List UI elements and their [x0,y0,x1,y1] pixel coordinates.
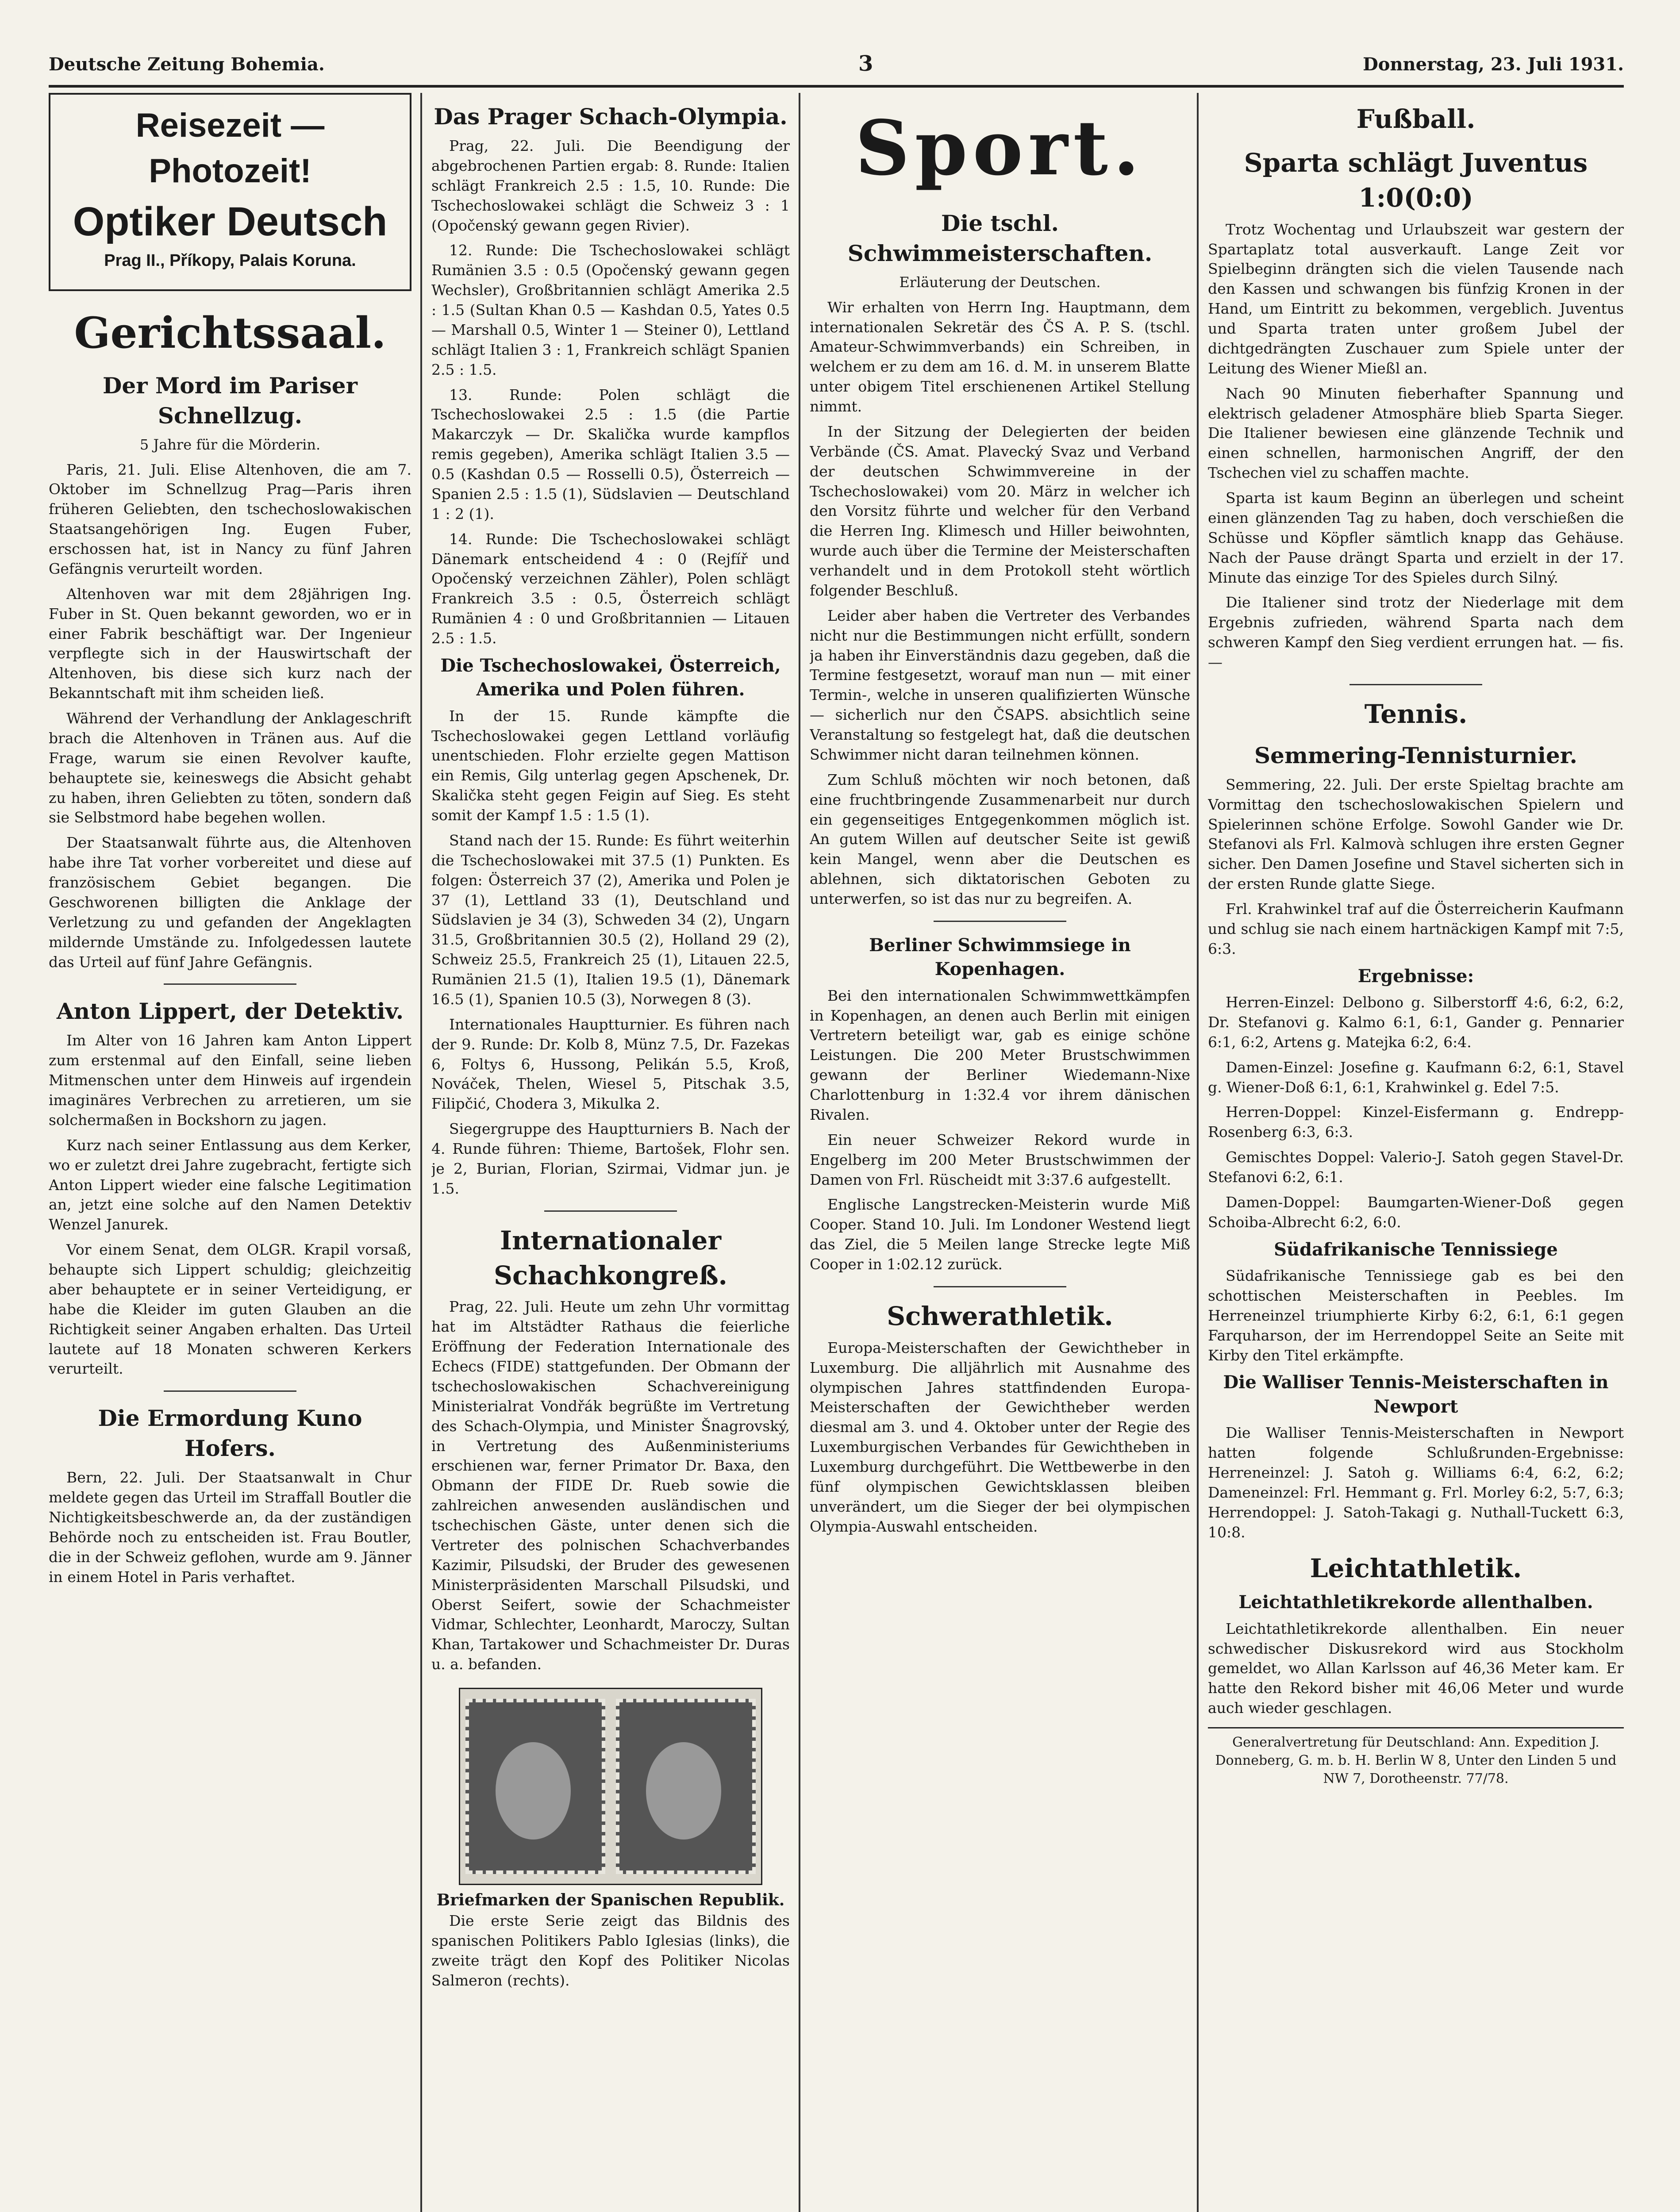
article-paragraph: Trotz Wochentag und Urlaubszeit war gestern der Spartaplatz total ausverkauft. Lange Zeit vor Spielbeginn drängten sich die vielen Tausende nach den Kassen und schwangen bis fünfzig Kronen in der Hand, um Eintritt zu bekommen, vergeblich. Juventus und Sparta traten unter großem Jubel der dichtgedrängten Zuschauer zum Spiele unter der Leitung des Wiener Mießl an. [1208,220,1624,377]
article-paragraph: Frl. Krahwinkel traf auf die Österreicherin Kaufmann und schlug sie nach einem hartnäckigen Kampf mit 7:5, 6:3. [1208,900,1624,957]
article-title: Südafrikanische Tennissiege [1274,1239,1558,1260]
column-rule [420,93,422,2212]
article-paragraph: In der Sitzung der Delegierten der beiden Verbände (ČS. Amat. Plavecký Svaz und Verband der deutschen Schwimmvereine in der Tschechoslowakei) vom 20. März in welcher ich den Vorsitz führte und welcher für den Verband die Herren Ing. Klimesch und Hiller beiwohnten, wurde auch über die Termine der Meisterschaften verhandelt und in dem Protokoll steht wörtlich folgender Beschluß. [810,422,1190,599]
article-paragraph: Paris, 21. Juli. Elise Altenhoven, die am 7. Oktober im Schnellzug Prag—Paris ihren früheren Geliebten, den tschechoslowakischen Staatsangehörigen Ing. Eugen Fuber, erschossen hat, ist in Nancy zu fünf Jahren Gefängnis verurteilt worden. [49,461,411,577]
article-paragraph: Prag, 22. Juli. Heute um zehn Uhr vormittag hat im Altstädter Rathaus die feierliche Eröffnung der Federation Internationale des Echecs (FIDE) stattgefunden. Der Obmann der tschechoslowakischen Schachvereinigung Ministerialrat Vondřák begrüßte im Vertretung des Schach-Olympia, und Minister Šnagrovský, in Vertretung des Außenministeriums erschienen war, ferner Primator Dr. Baxa, den Obmann der FIDE Dr. Rueb sowie die zahlreichen anwesenden ausländischen und tschechischen Gäste, unter denen sich die Vertreter des polnischen Schachverbandes Kazimir, Pilsudski, der Bruder des gewesenen Ministerpräsidenten Marschall Pilsudski, und Oberst Seifert, sowie der Schachmeister Vidmar, Schlechter, Leonhardt, Maroczy, Sultan Khan, Tartakower und Schachmeister Dr. Duras u. a. befanden. [431,1298,790,1673]
section-title-sport: Sport. [855,104,1145,192]
article-paragraph: Prag, 22. Juli. Die Beendigung der abgebrochenen Partien ergab: 8. Runde: Italien schlägt Frankreich 2.5 : 1.5, 10. Runde: Die Tschechoslowakei schlägt die Schweiz 3 : 1 (Opočenský gewann gegen Rivier). [431,137,790,234]
section-title-tennis: Tennis. [1364,699,1468,729]
article-paragraph: Leichtathletikrekorde allenthalben. Ein neuer schwedischer Diskusrekord wird aus Stockholm gemeldet, wo Allan Karlsson auf 46,36 Meter kam. Er hatte den Rekord bisher mit 46,06 Meter und wurde auch wieder geschlagen. [1208,1620,1624,1717]
article-paragraph: Südafrikanische Tennissiege gab es bei den schottischen Meisterschaften in Peebles. Im Herreneinzel triumphierte Kirby 6:2, 6:1, 6:1 gegen Farquharson, der im Herrendoppel Seite an Seite mit Kirby den Titel erkämpfte. [1208,1267,1624,1364]
portrait-icon [496,1742,571,1839]
section-title-court: Gerichtssaal. [74,307,386,358]
divider [544,1210,677,1212]
column-2 [431,93,790,2212]
divider [934,1286,1066,1287]
article-paragraph: Europa-Meisterschaften der Gewichtheber in Luxemburg. Die alljährlich mit Ausnahme des olympischen Jahres stattfindenden Europa-Meisterschaften der Gewichtheber werden diesmal am 3. und 4. Oktober unter der Regie des Luxemburgischen Verbandes für Gewichtheben in Luxemburg durchgeführt. Die Wettbewerbe in den fünf olympischen Gewichtsklassen bleiben unverändert, um die Sieger der bei olympischen Olympia-Auswahl entscheiden. [810,1339,1190,1535]
ad-headline: Reisezeit — Photozeit! [135,107,325,190]
article-paragraph: Leider aber haben die Vertreter des Verbandes nicht nur die Bestimmungen nicht erfüllt, sondern ja haben ihr Einverständnis dazu gegeben, daß die Termine festgesetzt, worauf man nun — mit einer Termin-, welche in unseren qualifizierten Wünsche — sicherlich nur den ČSAPS. absichtlich seine Veranstaltung so festgelegt hat, daß die deutschen Schwimmer nicht daran teilnehmen können. [810,607,1190,763]
result-line: Herren-Einzel: Delbono g. Silberstorff 4:6, 6:2, 6:2, Dr. Stefanovi g. Kalmo 6:1, 6:1, Gander g. Pennarier 6:1, 6:2, Artens g. Matejka 6:2, 6:4. [1208,994,1624,1051]
article-paragraph: Sparta ist kaum Beginn an überlegen und scheint einen glänzenden Tag zu haben, doch verschießen die Schüsse und Köpfler sämtlich knapp das Gehäuse. Nach der Pause drängt Sparta und erzielt in der 17. Minute das einzige Tor des Spieles durch Silný. [1208,489,1624,586]
article-paragraph: Nach 90 Minuten fieberhafter Spannung und elektrisch geladener Atmosphäre blieb Sparta Sieger. Die Italiener bewiesen eine glänzende Technik und einen schnellen, harmonischen Angriff, der den Tschechen viel zu schaffen machte. [1208,384,1624,482]
article-paragraph: Bern, 22. Juli. Der Staatsanwalt in Chur meldete gegen das Urteil im Straffall Boutler die Nichtigkeitsbeschwerde an, da der zuständigen Behörde noch zu entscheiden ist. Frau Boutler, die in der Schweiz geflohen, wurde am 9. Jänner in einem Hotel in Paris verhaftet. [49,1469,411,1586]
article-paragraph: Ein neuer Schweizer Rekord wurde in Engelberg im 200 Meter Brustschwimmen der Damen von Frl. Rüscheidt mit 3:37.6 aufgestellt. [810,1131,1190,1188]
stamp-photo [459,1688,762,1885]
article-paragraph: Semmering, 22. Juli. Der erste Spieltag brachte am Vormittag den tschechoslowakischen Spielern und Spielerinnen schöne Erfolge. Sowohl Gander wie Dr. Stefanovi als Frl. Kalmovà schlugen ihre ersten Gegner sicher. Den Damen Josefine und Stavel sicherten sich in der ersten Runde glatte Siege. [1208,776,1624,893]
article-paragraph: Wir erhalten von Herrn Ing. Hauptmann, dem internationalen Sekretär des ČS A. P. S. (tschl. Amateur-Schwimmverbands) ein Schreiben, in welchem er zu dem am 16. d. M. in unserem Blatte unter obigem Titel erschienenen Artikel Stellung nimmt. [810,298,1190,415]
article-paragraph: Während der Verhandlung der Anklageschrift brach die Altenhoven in Tränen aus. Auf die Frage, warum sie einen Revolver kaufte, behauptete sie, keineswegs die Absicht gehabt zu haben, ihren Geliebten zu töten, sondern daß sie Selbstmord habe begehen wollen. [49,710,411,826]
article-paragraph: Im Alter von 16 Jahren kam Anton Lippert zum erstenmal auf den Einfall, seine lieben Mitmenschen unter dem Hinweis auf irgendein imaginäres Verbrechen zu arretieren, um sie solchermaßen in Bockshorn zu jagen. [49,1032,411,1129]
divider [164,983,296,985]
article-paragraph: Zum Schluß möchten wir noch betonen, daß eine fruchtbringende Zusammenarbeit nur durch ein gegenseitiges Entgegenkommen möglich ist. An gutem Willen auf deutscher Seite ist gewiß kein Mangel, wenn aber die Deutschen es ablehnen, sich diktatorischen Geboten zu unterwerfen, so ist das nur zu begreifen. A. [810,771,1190,908]
divider [164,1390,296,1392]
article-paragraph: Internationales Hauptturnier. Es führen nach der 9. Runde: Dr. Kolb 8, Münz 7.5, Dr. Fazekas 6, Foltys 6, Hussong, Pelikán 5.5, Kroß, Nováček, Thelen, Wiesel 5, Pitschak 3.5, Filipčić, Chodera 3, Mikulka 2. [431,1015,790,1113]
issue-date: Donnerstag, 23. Juli 1931. [1363,54,1624,75]
photo-caption: Briefmarken der Spanischen Republik. [436,1891,785,1910]
page-header [49,50,1624,88]
column-rule [1197,93,1199,2212]
column-4 [1208,93,1624,2212]
article-subtitle: Erläuterung der Deutschen. [899,274,1101,291]
stamp-iglesias [465,1699,605,1874]
result-line: Damen-Doppel: Baumgarten-Wiener-Doß gegen Schoiba-Albrecht 6:2, 6:0. [1208,1193,1624,1231]
article-title: Der Mord im Pariser Schnellzug. [103,373,358,429]
article-title: Semmering-Tennisturnier. [1254,742,1577,768]
article-title: Anton Lippert, der Detektiv. [56,998,404,1025]
article-paragraph: In der 15. Runde kämpfte die Tschechoslowakei gegen Lettland vorläufig unentschieden. Flohr erzielte gegen Mattison ein Remis, Gilg unterlag gegen Apschenek, Dr. Skalička steht gegen Feigin auf Sieg. Es steht somit der Kampf 1.5 : 1.5 (1). [431,707,790,824]
column-rule [799,93,800,2212]
article-title: Die Ermordung Kuno Hofers. [98,1405,362,1462]
article-paragraph: Kurz nach seiner Entlassung aus dem Kerker, wo er zuletzt drei Jahre zugebracht, fertigte sich Anton Lippert wieder eine falsche Legitimation an, jetzt eine solche auf den Namen Detektiv Wenzel Janurek. [49,1136,411,1233]
divider [1349,684,1482,685]
article-title: Das Prager Schach-Olympia. [434,104,788,130]
caption-text: Die erste Serie zeigt das Bildnis des spanischen Politikers Pablo Iglesias (links), die zweite trägt den Kopf des Politiker Nicolas Salmeron (rechts). [431,1912,790,1989]
divider [934,921,1066,922]
advertising-footer: Generalvertretung für Deutschland: Ann. Expedition J. Donneberg, G. m. b. H. Berlin W 8, Unter den Linden 5 und NW 7, Dorotheenstr. 77/78. [1208,1727,1624,1788]
portrait-icon [646,1742,721,1839]
section-title-football: Fußball. [1356,104,1476,134]
article-title: Die Walliser Tennis-Meisterschaften in Newport [1223,1372,1609,1417]
article-subtitle: 5 Jahre für die Mörderin. [139,436,321,453]
newspaper-name: Deutsche Zeitung Bohemia. [49,54,325,75]
section-title-athletics: Leichtathletik. [1310,1553,1522,1584]
result-line: Gemischtes Doppel: Valerio-J. Satoh gegen Stavel-Dr. Stefanovi 6:2, 6:1. [1208,1148,1624,1186]
ad-address: Prag II., Příkopy, Palais Koruna. [104,251,356,270]
results-title: Ergebnisse: [1357,965,1474,987]
article-paragraph: Der Staatsanwalt führte aus, die Altenhoven habe ihre Tat vorher vorbereitet und diese auf französischem Gebiet begangen. Die Geschworenen billigten die Anklage der Verletzung zu und gefanden der Angeklagten mildernde Umstände zu. Infolgedessen lautete das Urteil auf fünf Jahre Gefängnis. [49,834,411,971]
article-paragraph: Vor einem Senat, dem OLGR. Krapil vorsaß, behaupte sich Lippert schuldig; gleichzeitig aber behauptete er in seiner Verteidigung, er habe die Kleider im guten Glauben an die Richtigkeit seiner Angaben erhalten. Das Urteil lautete auf 18 Monaten schweren Kerkers verurteilt. [49,1241,411,1378]
article-paragraph: Altenhoven war mit dem 28jährigen Ing. Fuber in St. Quen bekannt geworden, wo er in einer Fabrik beschäftigt war. Der Ingenieur verpflegte sich in der Hauswirtschaft der Altenhoven, bis diese sich kurz nach der Bekanntschaft mit ihm scheiden ließ. [49,585,411,702]
page-number: 3 [858,51,873,76]
column-1 [49,93,411,2212]
column-3 [810,93,1190,2212]
article-title: Leichtathletikrekorde allenthalben. [1238,1592,1593,1613]
article-title: Die tschl. Schwimmeisterschaften. [847,210,1153,267]
optician-ad [49,93,411,291]
article-paragraph: Stand nach der 15. Runde: Es führt weiterhin die Tschechoslowakei mit 37.5 (1) Punkten. Es folgen: Österreich 37 (2), Amerika und Polen je 37 (1), Lettland 33 (1), Deutschland und Südslavien je 34 (3), Schweden 34 (2), Ungarn 31.5, Großbritannien 30.5 (2), Holland 29 (2), Schweiz 25.5, Frankreich 25 (1), Litauen 22.5, Rumänien 21.5 (1), Italien 19.5 (1), Dänemark 16.5 (1), Spanien 10.5 (3), Norwegen 8 (3). [431,831,790,1008]
article-title: Schwerathletik. [887,1301,1113,1331]
result-line: Damen-Einzel: Josefine g. Kaufmann 6:2, 6:1, Stavel g. Wiener-Doß 6:1, 6:1, Krahwinkel g. Edel 7:5. [1208,1058,1624,1096]
result-line: Herren-Doppel: Kinzel-Eisfermann g. Endrepp-Rosenberg 6:3, 6:3. [1208,1103,1624,1141]
article-paragraph: 13. Runde: Polen schlägt die Tschechoslowakei 2.5 : 1.5 (die Partie Makarczyk — Dr. Skalička wurde kampflos remis gegeben), Amerika schlägt Italien 3.5 — 0.5 (Kashdan 0.5 — Rosselli 0.5), Österreich — Spanien 2.5 : 1.5 (1), Südslavien — Deutschland 1 : 2 (1). [431,386,790,522]
article-title: Sparta schlägt Juventus 1:0(0:0) [1244,147,1588,213]
ad-company: Optiker Deutsch [73,199,388,244]
article-paragraph: 12. Runde: Die Tschechoslowakei schlägt Rumänien 3.5 : 0.5 (Opočenský gewann gegen Wechsler), Großbritannien schlägt Amerika 2.5 : 1.5 (Sultan Khan 0.5 — Kashdan 0.5, Yates 0.5 — Marshall 0.5, Winter 1 — Steiner 0), Lettland schlägt Italien 3 : 1, Frankreich schlägt Spanien 2.5 : 1.5. [431,242,790,378]
article-paragraph: Die Walliser Tennis-Meisterschaften in Newport hatten folgende Schlußrunden-Ergebnisse: Herreneinzel: J. Satoh g. Williams 6:4, 6:2, 6:2; Dameneinzel: Frl. Hemmant g. Frl. Morley 6:2, 5:7, 6:3; Herrendoppel: J. Satoh-Takagi g. Nuthall-Tuckett 6:3, 10:8. [1208,1424,1624,1541]
article-title: Internationaler Schachkongreß. [494,1225,727,1290]
article-title: Die Tschechoslowakei, Österreich, Amerika und Polen führen. [440,655,781,700]
article-title: Berliner Schwimmsiege in Kopenhagen. [869,934,1131,980]
article-paragraph: 14. Runde: Die Tschechoslowakei schlägt Dänemark entscheidend 4 : 0 (Rejfíř und Opočenský verzeichnen Zähler), Polen schlägt Frankreich 3.5 : 0.5, Österreich schlägt Rumänien 4 : 0 und Großbritannien — Litauen 2.5 : 1.5. [431,530,790,647]
article-paragraph: Englische Langstrecken-Meisterin wurde Miß Cooper. Stand 10. Juli. Im Londoner Westend liegt das Ziel, die 5 Meilen lange Strecke legte Miß Cooper in 1:02.12 zurück. [810,1196,1190,1273]
stamp-salmeron [616,1699,756,1874]
article-paragraph: Siegergruppe des Hauptturniers B. Nach der 4. Runde führen: Thieme, Bartošek, Flohr sen. je 2, Burian, Florian, Szirmai, Vidmar jun. je 1.5. [431,1120,790,1197]
article-paragraph: Die Italiener sind trotz der Niederlage mit dem Ergebnis zufrieden, während Sparta nach dem schweren Kampf den Sieg verdient errungen hat. — fis. — [1208,594,1624,671]
article-paragraph: Bei den internationalen Schwimmwettkämpfen in Kopenhagen, an denen auch Berlin mit einigen Vertretern beteiligt war, gab es einige schöne Leistungen. Die 200 Meter Brustschwimmen gewann der Berliner Wiedemann-Nixe Charlottenburg in 1:32.4 vor ihrem dänischen Rivalen. [810,987,1190,1123]
